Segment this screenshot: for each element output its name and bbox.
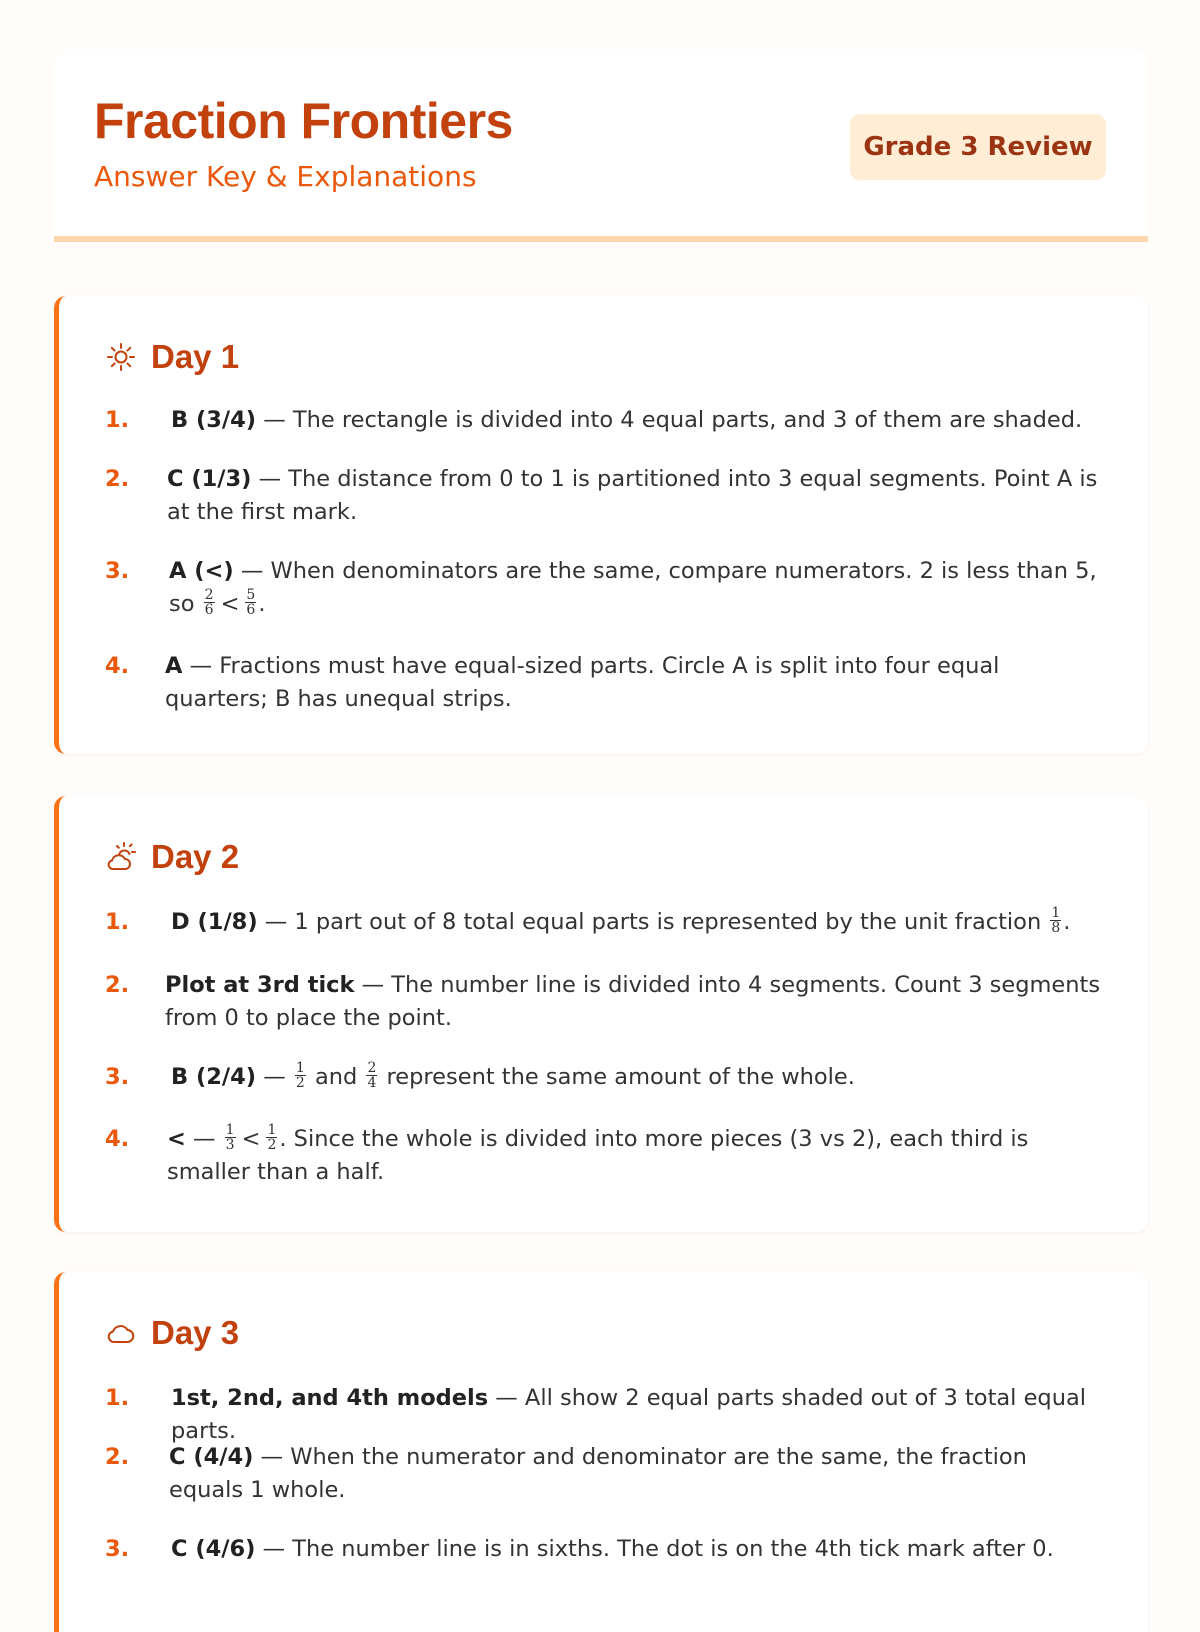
- question-number: 3.: [105, 1536, 130, 1562]
- answer-choice: A: [165, 653, 183, 679]
- comparison-symbol: <: [241, 1126, 261, 1152]
- question-number: 4.: [105, 1126, 130, 1152]
- answer-item: 1. D (1/8) — 1 part out of 8 total equal parts is represented by the unit fraction $\frac{1}{8}$ .: [105, 906, 1105, 939]
- day-title: Day 1: [151, 338, 240, 375]
- question-number: 2.: [105, 972, 130, 998]
- answer-item: [105, 1533, 1105, 1566]
- answer-explanation: — 1 part out of 8 total equal parts is represented by the unit fraction: [257, 909, 1049, 935]
- fraction: $\frac{5}{6}$: [246, 587, 256, 618]
- page-header: [54, 50, 1148, 242]
- day-card-3: [54, 1272, 1148, 1632]
- answer-choice: C (4/4): [169, 1444, 254, 1470]
- question-number: 2.: [105, 466, 130, 492]
- day-card-1: [54, 296, 1148, 754]
- answer-item: [105, 1382, 1105, 1448]
- answer-choice: D (1/8): [171, 909, 258, 935]
- answer-explanation: — The distance from 0 to 1 is partitioned into 3 equal segments. Point A is at the first mark.: [167, 466, 1098, 525]
- question-number: 3.: [105, 1064, 130, 1090]
- comparison-symbol: <: [220, 591, 240, 617]
- answer-explanation: represent the same amount of the whole.: [379, 1064, 855, 1090]
- grade-badge: Grade 3 Review: [850, 114, 1106, 180]
- day-header: [105, 338, 239, 376]
- partly-cloudy-icon: [105, 841, 137, 873]
- page-subtitle: Answer Key & Explanations: [94, 160, 477, 193]
- answer-explanation: — The rectangle is divided into 4 equal parts, and 3 of them are shaded.: [256, 407, 1083, 433]
- answer-item: [105, 650, 1105, 716]
- answer-choice: A (<): [169, 558, 234, 584]
- fraction: $\frac{1}{8}$: [1051, 905, 1061, 936]
- answer-explanation: — All show 2 equal parts shaded out of 3 total equal parts.: [171, 1385, 1087, 1444]
- fraction: $\frac{1}{2}$: [267, 1122, 277, 1153]
- answer-item: 4. < — $\frac{1}{3}$ < $\frac{1}{2}$ . Since the whole is divided into more pieces (3 vs 2), each third is smaller than a half.: [105, 1122, 1029, 1185]
- answer-choice: C (4/6): [171, 1536, 256, 1562]
- answer-explanation: — When the numerator and denominator are the same, the fraction equals 1 whole.: [169, 1444, 1027, 1503]
- answer-item: [105, 969, 1105, 1035]
- answer-choice: B (2/4): [171, 1064, 257, 1090]
- answer-explanation: . Since the whole is divided into more pieces (3 vs 2), each third is smaller than a half.: [167, 1126, 1029, 1185]
- answer-choice: 1st, 2nd, and 4th models: [171, 1385, 489, 1411]
- answer-item: [105, 404, 1105, 437]
- question-number: 1.: [105, 407, 130, 433]
- cloud-icon: [105, 1317, 137, 1349]
- day-title: Day 2: [151, 838, 240, 875]
- answer-item: 3. A (<) — When denominators are the same, compare numerators. 2 is less than 5, so $\frac{2}{6}$ < $\frac{5}{6}$ .: [105, 555, 1105, 621]
- answer-item: [105, 1441, 1105, 1507]
- day-header: [105, 838, 239, 876]
- answer-choice: B (3/4): [171, 407, 257, 433]
- fraction: $\frac{1}{3}$: [225, 1122, 235, 1153]
- question-number: 1.: [105, 1385, 130, 1411]
- question-number: 3.: [105, 558, 130, 584]
- day-header: [105, 1314, 239, 1352]
- question-number: 2.: [105, 1444, 130, 1470]
- answer-explanation: — Fractions must have equal-sized parts. Circle A is split into four equal quarters; B has unequal strips.: [165, 653, 1000, 712]
- answer-explanation: — When denominators are the same, compare numerators. 2 is less than 5, so: [169, 558, 1097, 617]
- fraction: $\frac{2}{4}$: [367, 1060, 377, 1091]
- answer-item: 3. B (2/4) — $\frac{1}{2}$ and $\frac{2}{4}$ represent the same amount of the whole.: [105, 1061, 1105, 1094]
- answer-explanation: — The number line is in sixths. The dot is on the 4th tick mark after 0.: [255, 1536, 1054, 1562]
- day-card-2: [54, 796, 1148, 1232]
- fraction: $\frac{1}{2}$: [295, 1060, 305, 1091]
- answer-choice: <: [167, 1126, 186, 1152]
- sun-icon: [105, 341, 137, 373]
- answer-explanation: — The number line is divided into 4 segments. Count 3 segments from 0 to place the point.: [165, 972, 1101, 1031]
- fraction: $\frac{2}{6}$: [204, 587, 214, 618]
- answer-choice: Plot at 3rd tick: [165, 972, 355, 998]
- question-number: 1.: [105, 909, 130, 935]
- answer-choice: C (1/3): [167, 466, 252, 492]
- question-number: 4.: [105, 653, 130, 679]
- day-title: Day 3: [151, 1314, 240, 1351]
- page-title: Fraction Frontiers: [94, 93, 513, 149]
- answer-item: [105, 463, 1105, 529]
